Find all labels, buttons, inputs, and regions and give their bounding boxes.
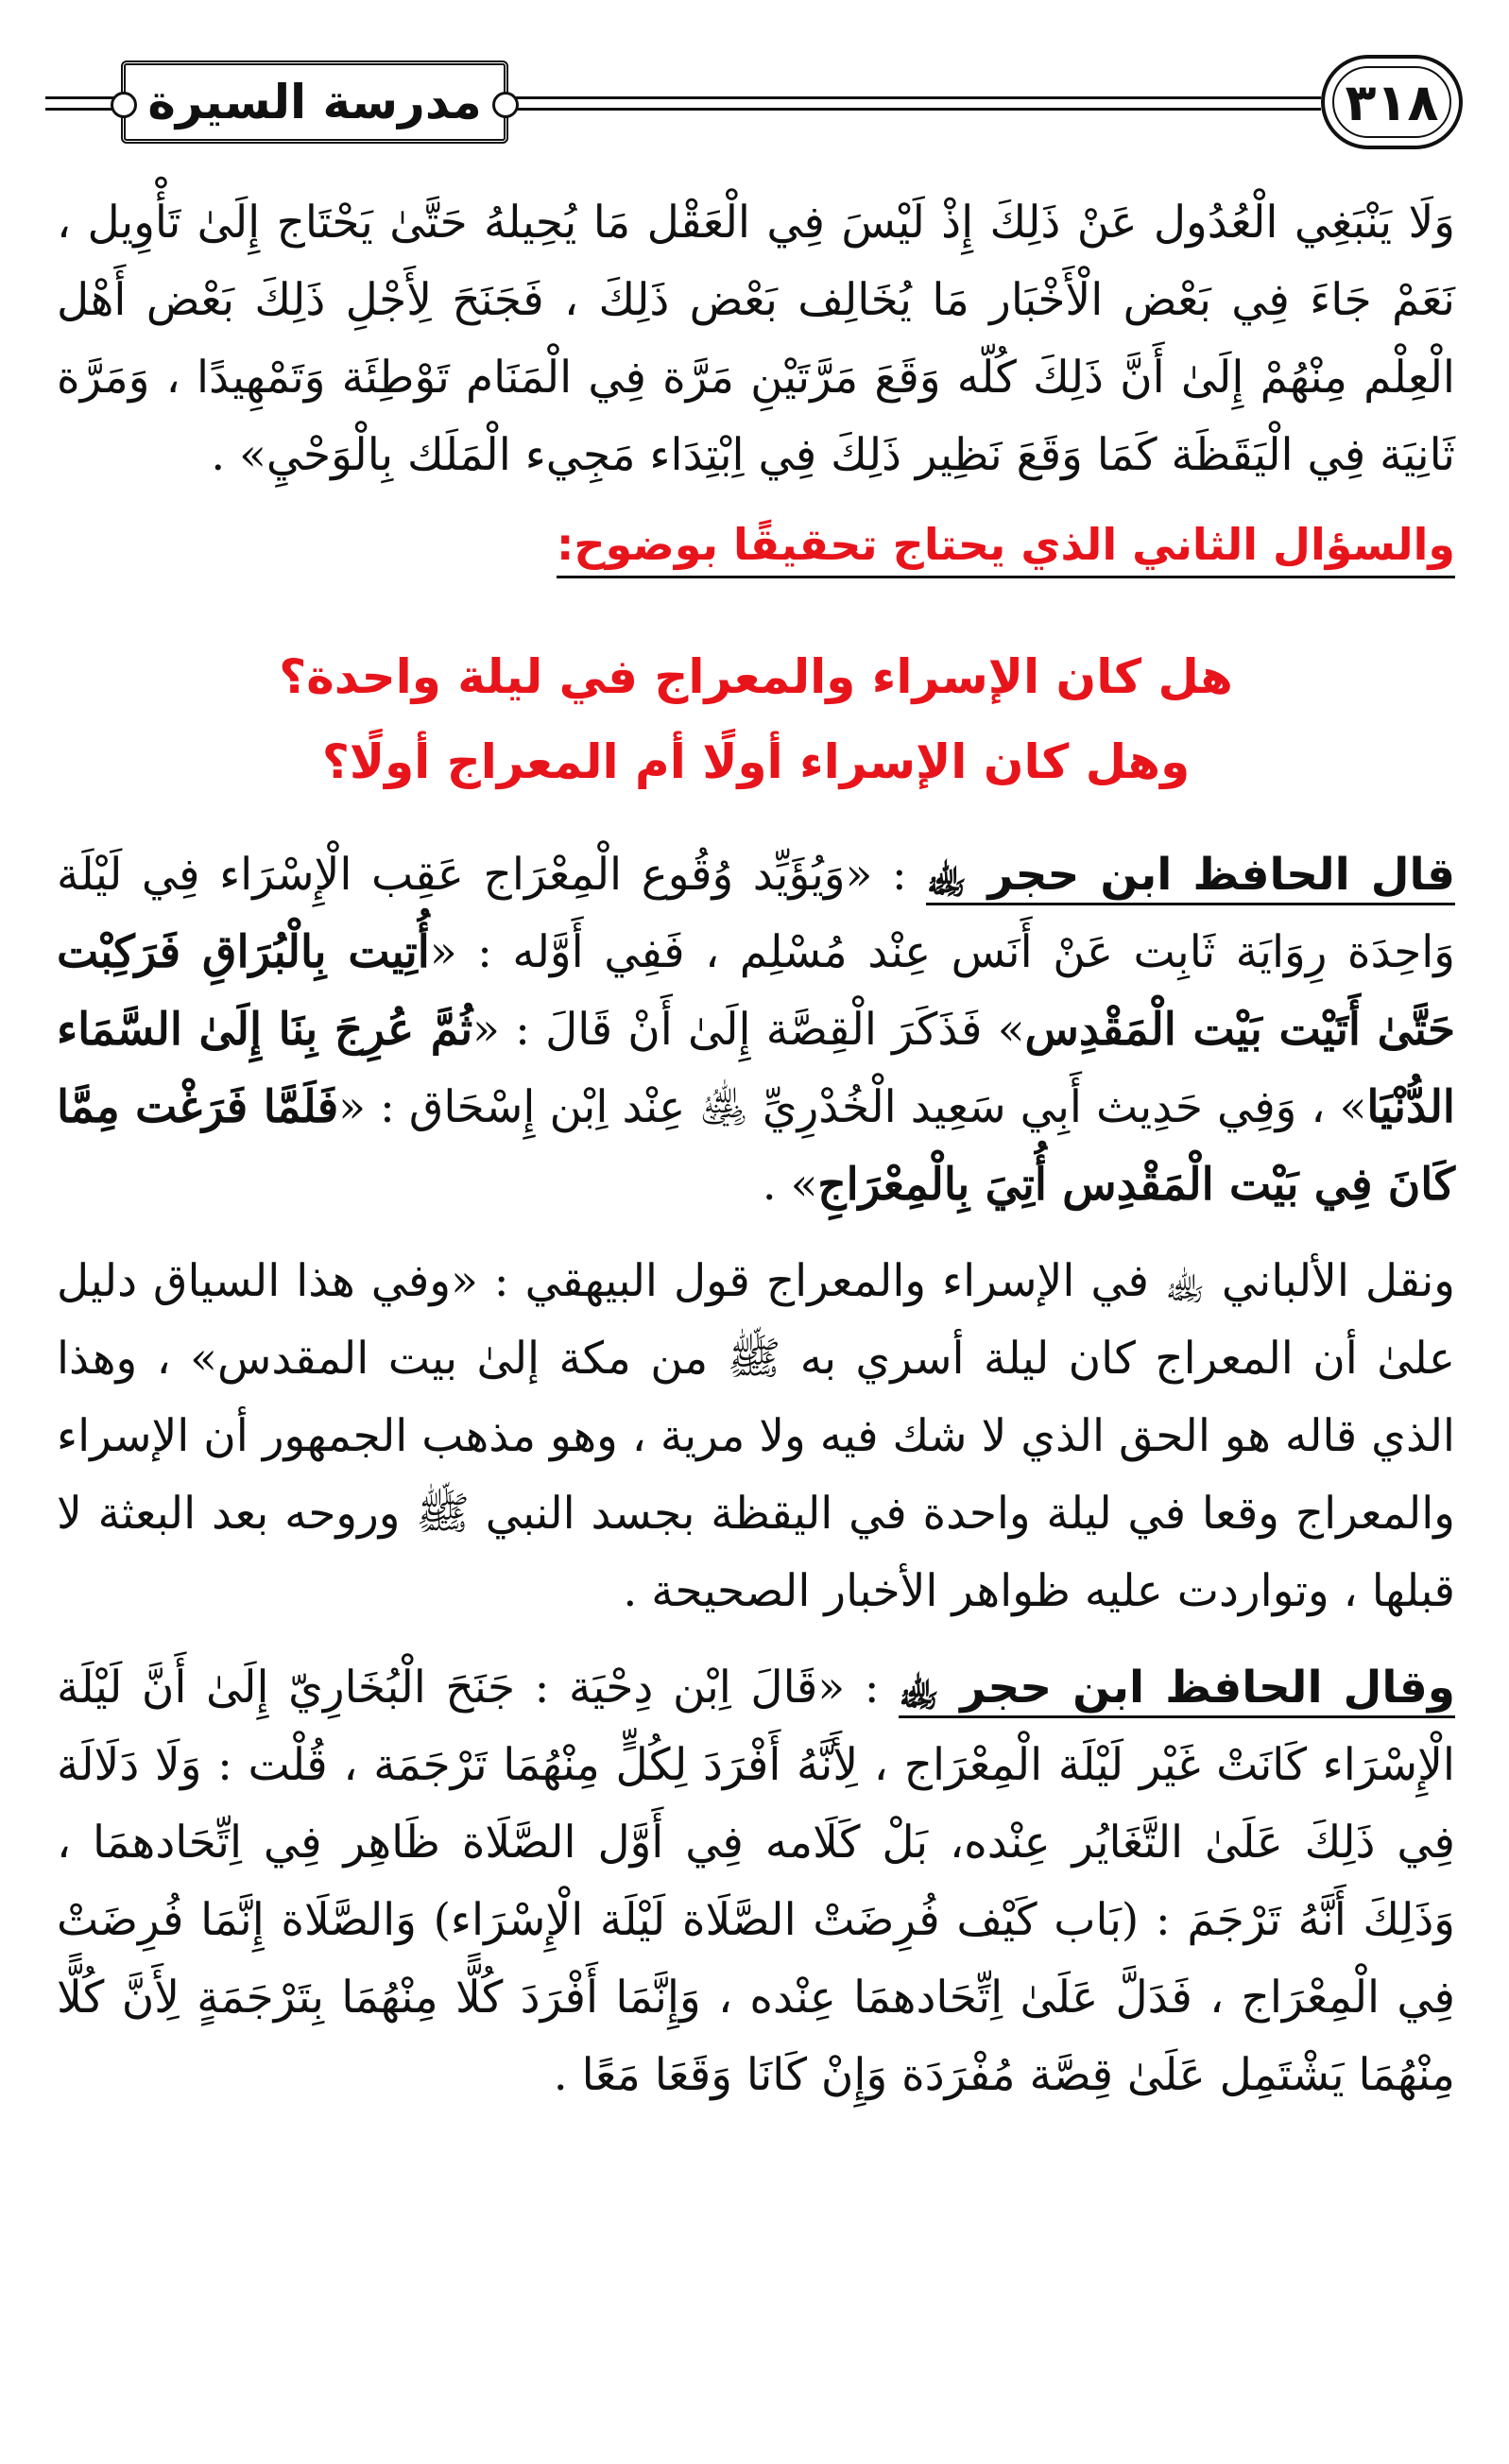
page-number-frame xyxy=(1321,55,1463,149)
quote-text: » فَذَكَرَ الْقِصَّة إِلَىٰ أَنْ قَالَ : « xyxy=(472,1004,1025,1056)
question-heading: هل كان الإسراء والمعراج في ليلة واحدة؟ xyxy=(279,649,1233,704)
book-title: مدرسة السيرة xyxy=(147,75,482,129)
quote-attribution: وقال الحافظ ابن حجر ﵀ xyxy=(899,1662,1455,1718)
paragraph-continuation: وَلَا يَنْبَغِي الْعُدُول عَنْ ذَلِكَ إِذْ لَيْسَ فِي الْعَقْل مَا يُحِيلهُ حَتَّىٰ يَحْتَاج إِلَىٰ تَأْوِيل ، نَعَمْ جَاءَ فِي بَعْض الْأَخْبَار مَا يُخَالِف بَعْض ذَلِكَ ، فَجَنَحَ لِأَجْلِ ذَلِكَ بَعْض أَهْل الْعِلْم مِنْهُمْ إِلَىٰ أَنَّ ذَلِكَ كُلّه وَقَعَ مَرَّتَيْنِ مَرَّة فِي الْمَنَام تَوْطِئَة وَتَمْهِيدًا ، وَمَرَّة ثَانِيَة فِي الْيَقَظَة كَمَا وَقَعَ نَظِير ذَلِكَ فِي اِبْتِدَاء مَجِيء الْمَلَك بِالْوَحْيِ» . xyxy=(57,197,1455,481)
page-body xyxy=(57,184,1455,2114)
hadith-text: أُتِيت بِالْبُرَاقِ فَرَكِبْت حَتَّىٰ أَتَيْت بَيْت الْمَقْدِس xyxy=(57,926,1455,1056)
quote-text: » ، وَفِي حَدِيث أَبِي سَعِيد الْخُدْرِيِّ ﵁ عِنْد اِبْن إِسْحَاق : « xyxy=(338,1081,1367,1133)
quote-attribution: قال الحافظ ابن حجر ﵀ xyxy=(926,849,1455,905)
book-title-frame xyxy=(121,60,508,144)
header-rule xyxy=(1170,96,1321,99)
header-rule xyxy=(1170,108,1321,111)
quote-text: : «وَيُؤَيِّد وُقُوع الْمِعْرَاج عَقِب الْإِسْرَاء فِي لَيْلَة وَاحِدَة رِوَايَة ثَابِت عَنْ أَنَس عِنْد مُسْلِم ، فَفِي أَوَّله : « xyxy=(57,849,1456,978)
page-header xyxy=(45,55,1463,149)
paragraph-ibn-hajar-second-quote xyxy=(57,1649,1455,2114)
header-rule xyxy=(508,108,1170,111)
question-block xyxy=(57,634,1455,804)
quote-text: : «قَالَ اِبْن دِحْيَة : جَنَحَ الْبُخَارِيّ إِلَىٰ أَنَّ لَيْلَة الْإِسْرَاء كَانَتْ غَيْر لَيْلَة الْمِعْرَاج ، لِأَنَّهُ أَفْرَدَ لِكُلٍّ مِنْهُمَا تَرْجَمَة ، قُلْت : وَلَا دَلَالَة فِي ذَلِكَ عَلَىٰ التَّغَايُر عِنْده، بَلْ كَلَامه فِي أَوَّل الصَّلَاة ظَاهِر فِي اِتِّحَادهمَا ، وَذَلِكَ أَنَّهُ تَرْجَمَ : (بَاب كَيْف فُرِضَتْ الصَّلَاة لَيْلَة الْإِسْرَاء) وَالصَّلَاة إِنَّمَا فُرِضَتْ فِي الْمِعْرَاج ، فَدَلَّ عَلَىٰ اِتِّحَادهمَا عِنْده ، وَإِنَّمَا أَفْرَدَ كُلًّا مِنْهُمَا بِتَرْجَمَةٍ لِأَنَّ كُلًّا مِنْهُمَا يَشْتَمِل عَلَىٰ قِصَّة مُفْرَدَة وَإِنْ كَانَا وَقَعَا مَعًا . xyxy=(57,1662,1455,2101)
question-heading: وهل كان الإسراء أولًا أم المعراج أولًا؟ xyxy=(321,734,1191,789)
header-rule xyxy=(508,96,1170,99)
section-subheading: والسؤال الثاني الذي يحتاج تحقيقًا بوضوح: xyxy=(557,519,1455,578)
subheading-row xyxy=(57,519,1455,594)
hadith-text: فَلَمَّا فَرَغْت مِمَّا كَانَ فِي بَيْت الْمَقْدِس أُتِيَ بِالْمِعْرَاجِ xyxy=(57,1081,1455,1211)
page-number: ٣١٨ xyxy=(1345,72,1439,132)
paragraph-gap xyxy=(57,1630,1455,1649)
paragraph-ibn-hajar-quote xyxy=(57,836,1455,1224)
quote-text: » . xyxy=(762,1159,818,1211)
paragraph-gap xyxy=(57,1224,1455,1243)
hadith-text: ثُمَّ عُرِجَ بِنَا إِلَىٰ السَّمَاء الدُّنْيَا xyxy=(57,1004,1455,1133)
paragraph-albani-quote: ونقل الألباني ﵀ في الإسراء والمعراج قول البيهقي : «وفي هذا السياق دليل علىٰ أن المعراج كان ليلة أسري به ﷺ من مكة إلىٰ بيت المقدس» ، وهذا الذي قاله هو الحق الذي لا شك فيه ولا مرية ، وهو مذهب الجمهور أن الإسراء والمعراج وقعا في ليلة واحدة في اليقظة بجسد النبي ﷺ وروحه بعد البعثة لا قبلها ، وتواردت عليه ظواهر الأخبار الصحيحة . xyxy=(57,1255,1455,1617)
